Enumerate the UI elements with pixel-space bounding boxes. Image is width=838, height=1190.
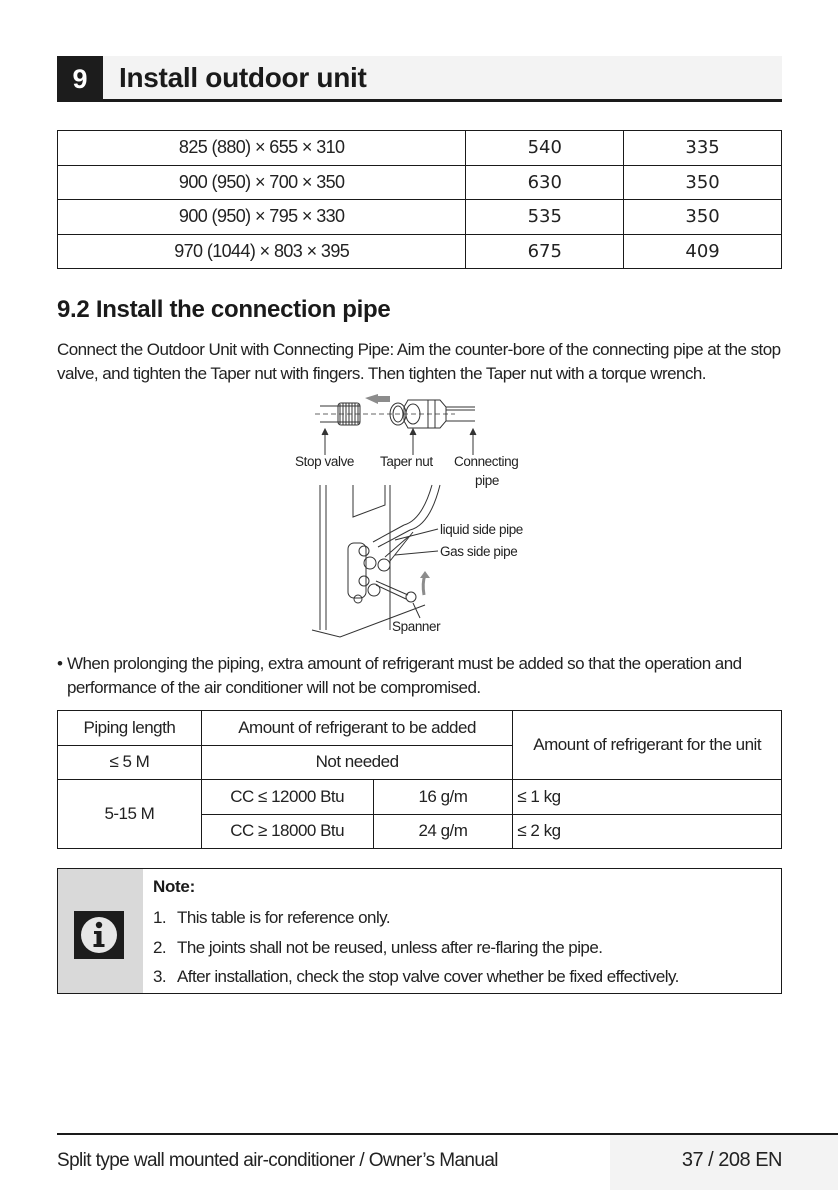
header-amount-unit: Amount of refrigerant for the unit bbox=[513, 711, 782, 780]
note-item-text: The joints shall not be reused, unless after re-flaring the pipe. bbox=[177, 937, 603, 957]
page-number-box bbox=[610, 1135, 838, 1190]
label-stop-valve: Stop valve bbox=[295, 454, 355, 469]
section-header bbox=[57, 56, 782, 102]
footer-title: Split type wall mounted air-conditioner / Owner’s Manual bbox=[57, 1150, 498, 1171]
header-amount-added: Amount of refrigerant to be added bbox=[201, 711, 513, 746]
bullet-text: When prolonging the piping, extra amount of refrigerant must be added so that the operation and performance of the air conditioner will not be compromised. bbox=[67, 654, 742, 697]
note-sidebar bbox=[58, 869, 143, 993]
table-cell: 409 bbox=[624, 234, 782, 269]
note-content bbox=[153, 873, 773, 992]
table-cell: 825 (880) × 655 × 310 bbox=[58, 131, 466, 166]
table-cell: 350 bbox=[624, 165, 782, 200]
cell-length-long: 5-15 M bbox=[58, 780, 202, 849]
table-row bbox=[58, 165, 782, 200]
table-cell: 900 (950) × 795 × 330 bbox=[58, 200, 466, 235]
label-connecting-pipe-2: pipe bbox=[475, 473, 499, 488]
section-title: Install outdoor unit bbox=[119, 62, 367, 93]
table-row bbox=[58, 131, 782, 166]
section-number: 9 bbox=[57, 56, 103, 102]
label-liquid-side-pipe: liquid side pipe bbox=[440, 522, 523, 537]
cell-capacity: CC ≥ 18000 Btu bbox=[201, 814, 373, 849]
note-item-number: 2. bbox=[153, 937, 167, 957]
table-cell: 350 bbox=[624, 200, 782, 235]
table-header-row bbox=[58, 711, 782, 746]
cell-rate: 24 g/m bbox=[373, 814, 513, 849]
page-number: 37 / 208 EN bbox=[681, 1149, 782, 1171]
cell-unit-amount: ≤ 1 kg bbox=[513, 780, 782, 815]
table-cell: 335 bbox=[624, 131, 782, 166]
cell-not-needed: Not needed bbox=[201, 745, 513, 780]
table-cell: 540 bbox=[466, 131, 624, 166]
table-cell: 675 bbox=[466, 234, 624, 269]
bullet-dot-icon: • bbox=[57, 654, 63, 673]
connection-pipe-figure bbox=[280, 385, 550, 645]
note-item bbox=[153, 933, 773, 963]
bullet-note bbox=[57, 652, 787, 700]
label-connecting-pipe: Connecting bbox=[454, 454, 519, 469]
cell-rate: 16 g/m bbox=[373, 780, 513, 815]
table-row bbox=[58, 780, 782, 815]
dimension-table bbox=[57, 130, 782, 269]
note-title: Note: bbox=[153, 877, 195, 896]
cell-unit-amount: ≤ 2 kg bbox=[513, 814, 782, 849]
note-item-number: 1. bbox=[153, 908, 167, 927]
instruction-paragraph: Connect the Outdoor Unit with Connecting Pipe: Aim the counter-bore of the connecting pipe at the stop valve, and tighten the Taper nut with fingers. Then tighten the Taper nut with a torque wrench. bbox=[57, 340, 781, 383]
table-cell: 630 bbox=[466, 165, 624, 200]
note-item bbox=[153, 962, 773, 992]
header-piping-length: Piping length bbox=[58, 711, 202, 746]
label-gas-side-pipe: Gas side pipe bbox=[440, 544, 518, 559]
info-icon bbox=[74, 911, 124, 959]
note-item-number: 3. bbox=[153, 967, 167, 986]
refrigerant-table bbox=[57, 710, 782, 849]
note-item-text: This table is for reference only. bbox=[177, 908, 391, 927]
cell-length-short: ≤ 5 M bbox=[58, 745, 202, 780]
label-spanner: Spanner bbox=[392, 619, 441, 634]
table-row bbox=[58, 200, 782, 235]
note-box bbox=[57, 868, 782, 994]
table-cell: 535 bbox=[466, 200, 624, 235]
note-item bbox=[153, 903, 773, 933]
table-cell: 970 (1044) × 803 × 395 bbox=[58, 234, 466, 269]
table-cell: 900 (950) × 700 × 350 bbox=[58, 165, 466, 200]
pipe-illustration bbox=[280, 385, 550, 645]
note-item-text: After installation, check the stop valve cover whether be fixed effectively. bbox=[177, 967, 679, 986]
cell-capacity: CC ≤ 12000 Btu bbox=[201, 780, 373, 815]
table-row bbox=[58, 234, 782, 269]
label-taper-nut: Taper nut bbox=[380, 454, 433, 469]
subsection-title: 9.2 Install the connection pipe bbox=[57, 296, 391, 323]
